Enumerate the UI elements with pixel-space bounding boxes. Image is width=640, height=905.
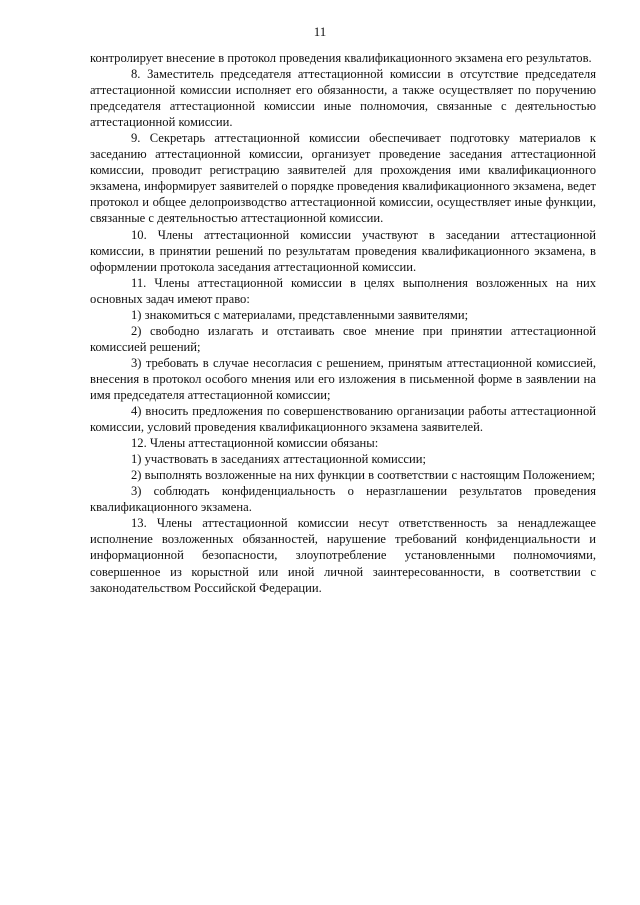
list-item-11-3: 3) требовать в случае несогласия с решением, принятым аттестационной комиссией, внесения в протокол особого мнения или его изложения в письменной форме в заявлении на имя председателя аттестационной комиссии; — [90, 355, 596, 402]
paragraph-clause-13: 13. Члены аттестационной комиссии несут ответственность за ненадлежащее исполнение возложенных обязанностей, нарушение требований конфиденциальности и информационной безопасности, злоупотребление установленными полномочиями, совершенное из корыстной или иной личной заинтересованности, в соответствии с законодательством Российской Федерации. — [90, 516, 596, 595]
paragraph-clause-8: 8. Заместитель председателя аттестационной комиссии в отсутствие председателя аттестационной комиссии исполняет его обязанности, а также осуществляет по поручению председателя аттестационной комиссии иные полномочия, связанные с деятельностью аттестационной комиссии. — [90, 67, 596, 130]
list-item-11-4: 4) вносить предложения по совершенствованию организации работы аттестационной комиссии, условий проведения квалификационного экзамена заявителей. — [90, 404, 596, 435]
list-item-12-1: 1) участвовать в заседаниях аттестационной комиссии; — [131, 452, 426, 467]
list-item-12-3: 3) соблюдать конфиденциальность о неразглашении результатов проведения квалификационного экзамена. — [90, 484, 596, 515]
paragraph-clause-9: 9. Секретарь аттестационной комиссии обеспечивает подготовку материалов к заседанию аттестационной комиссии, организует проведение заседания аттестационной комиссии, проводит регистрацию заявителей для прохождения ими квалификационного экзамена, информирует заявителей о порядке проведения квалификационного экзамена, ведет протокол и общее делопроизводство аттестационной комиссии, осуществляет иные функции, связанные с деятельностью аттестационной комиссии. — [90, 131, 596, 226]
list-item-11-1: 1) знакомиться с материалами, представленными заявителями; — [131, 307, 469, 322]
paragraph-clause-12: 12. Члены аттестационной комиссии обязаны: — [131, 436, 379, 451]
paragraph-continuation: контролирует внесение в протокол проведения квалификационного экзамена его результатов. — [90, 51, 592, 65]
paragraph-clause-10: 10. Члены аттестационной комиссии участвуют в заседании аттестационной комиссии, в принятии решений по результатам проведения квалификационного экзамена, в оформлении протокола заседания аттестационной комиссии. — [90, 227, 596, 274]
paragraph-clause-11: 11. Члены аттестационной комиссии в целях выполнения возложенных на них основных задач имеют право: — [90, 275, 596, 306]
list-item-11-2: 2) свободно излагать и отстаивать свое мнение при принятии аттестационной комиссией решений; — [90, 323, 596, 354]
list-item-12-2: 2) выполнять возложенные на них функции в соответствии с настоящим Положением; — [131, 468, 596, 483]
page-number: 11 — [313, 24, 327, 39]
document-body — [90, 50, 596, 596]
